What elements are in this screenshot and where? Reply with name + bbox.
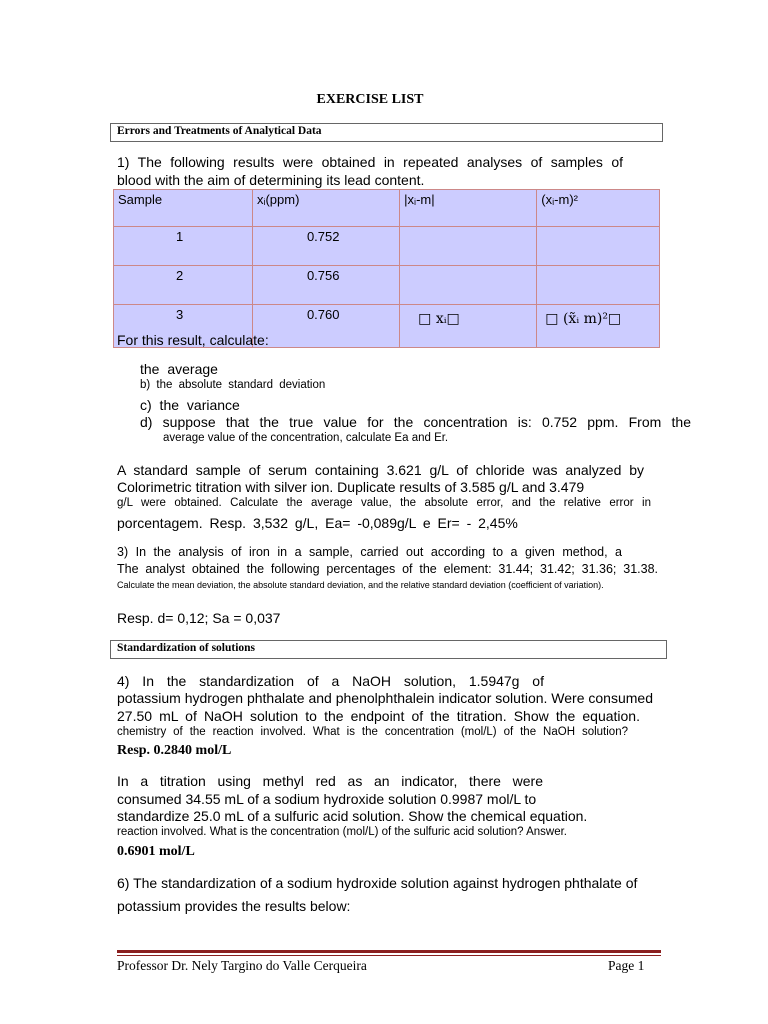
table-row <box>114 266 660 305</box>
header-sample: Sample <box>114 190 253 227</box>
item-d-line2: average value of the concentration, calculate Ea and Er. <box>163 432 449 444</box>
q5-resp: 0.6901 mol/L <box>117 844 195 859</box>
q4-line1: 4) In the standardization of a NaOH solution, 1.5947g of <box>117 673 544 689</box>
q4-resp: Resp. 0.2840 mol/L <box>117 743 232 758</box>
cell-x: 0.756 <box>252 266 399 305</box>
q2-line3: g/L were obtained. Calculate the average value, the absolute error, and the relative error in <box>117 497 651 509</box>
table-header-row <box>114 190 660 227</box>
q6-line2: potassium provides the results below: <box>117 898 351 914</box>
cell-sample: 2 <box>114 266 253 305</box>
footer-page-number: Page 1 <box>608 958 645 973</box>
sum-abs-dev: □ xᵢ□ <box>418 311 460 327</box>
calc-intro: For this result, calculate: <box>117 332 269 348</box>
q5-line1: In a titration using methyl red as an indicator, there were <box>117 773 543 789</box>
cell-empty <box>400 227 537 266</box>
footer-rule <box>117 950 661 953</box>
cell-x: 0.752 <box>252 227 399 266</box>
cell-sample: 3 <box>114 305 253 348</box>
q3-resp: Resp. d= 0,12; Sa = 0,037 <box>117 610 281 626</box>
q6-line1: 6) The standardization of a sodium hydroxide solution against hydrogen phthalate of <box>117 875 638 891</box>
section-header-standardization <box>110 640 667 659</box>
q5-line3: standardize 25.0 mL of a sulfuric acid solution. Show the chemical equation. <box>117 808 588 824</box>
cell-empty <box>537 227 660 266</box>
table-row <box>114 227 660 266</box>
item-a: the average <box>140 361 218 377</box>
section-header-errors <box>110 123 663 142</box>
section-label: Standardization of solutions <box>117 642 256 654</box>
item-d-line1: d) suppose that the true value for the concentration is: 0.752 ppm. From the <box>140 414 691 430</box>
q3-line3: Calculate the mean deviation, the absolute standard deviation, and the relative standard deviation (coefficient of variation). <box>117 580 604 590</box>
header-xi: xᵢ(ppm) <box>252 190 399 227</box>
cell-empty <box>400 266 537 305</box>
footer-author: Professor Dr. Nely Targino do Valle Cerqueira <box>117 958 367 973</box>
q4-line2: potassium hydrogen phthalate and phenolphthalein indicator solution. Were consumed <box>117 690 653 706</box>
section-label: Errors and Treatments of Analytical Data <box>117 125 322 137</box>
q5-line2: consumed 34.55 mL of a sodium hydroxide solution 0.9987 mol/L to <box>117 791 537 807</box>
q1-line2: blood with the aim of determining its lead content. <box>117 172 425 188</box>
results-table <box>113 189 660 348</box>
sum-sq-dev: □ (x̃ᵢ m)²□ <box>545 311 622 327</box>
q4-line4: chemistry of the reaction involved. What is the concentration (mol/L) of the NaOH solution? <box>117 726 628 738</box>
q4-line3: 27.50 mL of NaOH solution to the endpoint of the titration. Show the equation. <box>117 708 640 724</box>
q5-line4: reaction involved. What is the concentration (mol/L) of the sulfuric acid solution? Answer. <box>117 826 568 838</box>
footer-rule <box>117 955 661 956</box>
q2-line1: A standard sample of serum containing 3.621 g/L of chloride was analyzed by <box>117 462 644 478</box>
header-sq-dev: (xᵢ-m)² <box>537 190 660 227</box>
cell-empty <box>537 266 660 305</box>
page-title: EXERCISE LIST <box>316 92 424 107</box>
q2-line4: porcentagem. Resp. 3,532 g/L, Ea= -0,089g/L e Er= - 2,45% <box>117 515 518 531</box>
header-abs-dev: |xᵢ-m| <box>400 190 537 227</box>
q3-line1: 3) In the analysis of iron in a sample, carried out according to a given method, a <box>117 545 622 559</box>
cell-sample: 1 <box>114 227 253 266</box>
q1-line1: 1) The following results were obtained in repeated analyses of samples of <box>117 154 623 170</box>
item-b: b) the absolute standard deviation <box>140 379 326 391</box>
item-c: c) the variance <box>140 397 240 413</box>
cell-x: 0.760 <box>252 305 399 348</box>
q2-line2: Colorimetric titration with silver ion. Duplicate results of 3.585 g/L and 3.479 <box>117 479 585 495</box>
q3-line2: The analyst obtained the following percentages of the element: 31.44; 31.42; 31.36; 31.38. <box>117 562 658 576</box>
